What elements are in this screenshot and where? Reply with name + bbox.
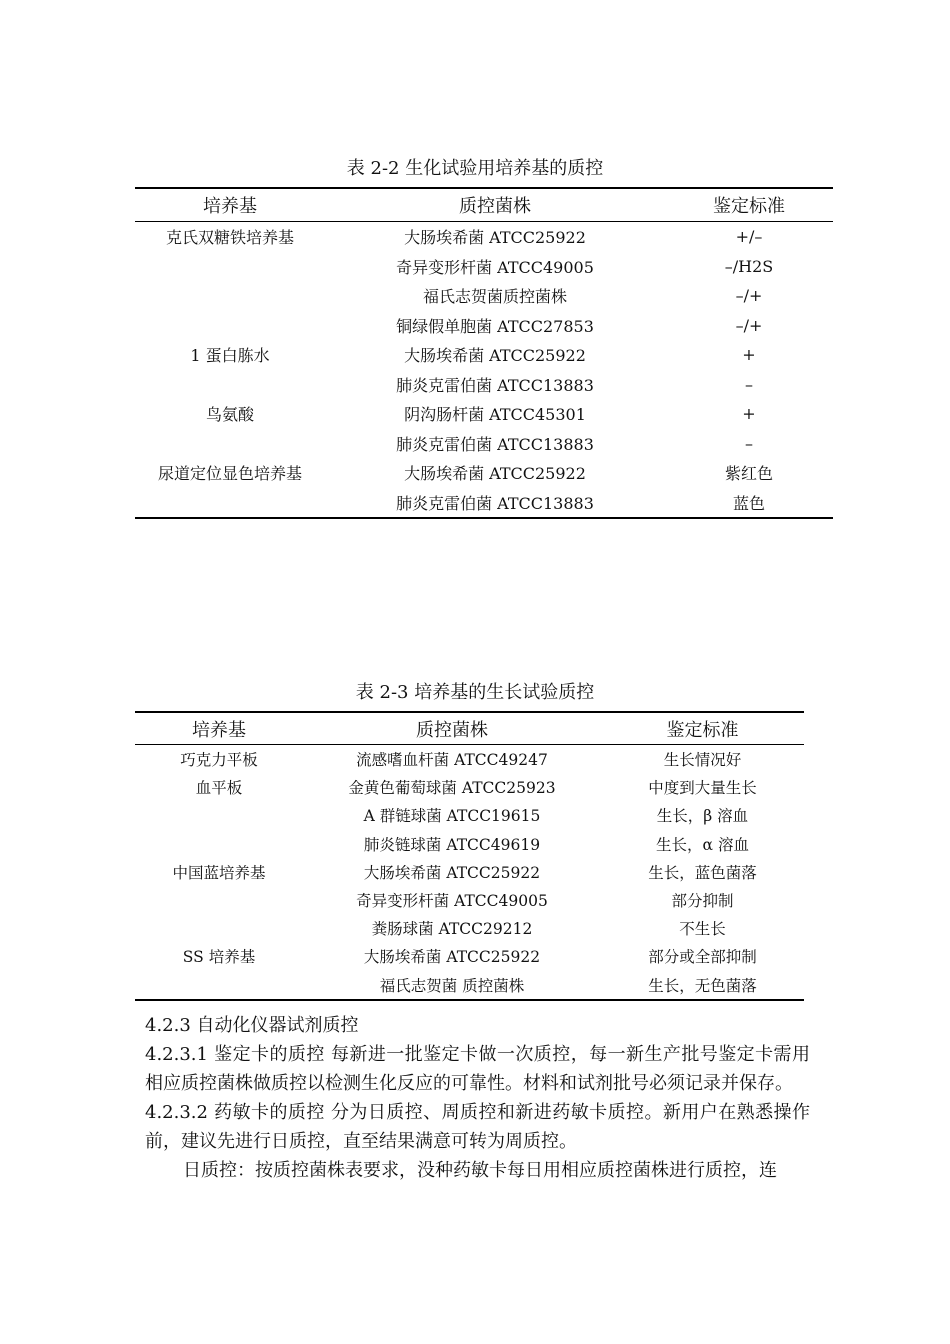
standard-cell: 生长，α 溶血	[656, 835, 749, 854]
medium-cell	[135, 830, 303, 858]
standard-cell: –/H2S	[724, 256, 774, 276]
strain-cell: 阴沟肠杆菌 ATCC45301	[404, 405, 586, 425]
strain-cell: 铜绿假单胞菌 ATCC27853	[396, 316, 594, 336]
table-row	[135, 858, 804, 886]
table-row	[135, 942, 804, 970]
table1-header	[135, 188, 833, 222]
standard-cell: +/–	[735, 227, 763, 247]
strain-cell: 流感嗜血杆菌 ATCC49247	[356, 751, 548, 770]
medium-cell	[135, 370, 325, 400]
medium-cell	[135, 252, 325, 282]
strain-cell: 金黄色葡萄球菌 ATCC25923	[348, 779, 556, 798]
medium-cell: 中国蓝培养基	[172, 863, 266, 882]
strain-cell: 奇异变形杆菌 ATCC49005	[356, 892, 548, 911]
medium-cell	[135, 429, 325, 459]
table-row	[135, 340, 833, 370]
medium-cell	[135, 311, 325, 341]
medium-cell	[135, 801, 303, 829]
table-row	[135, 252, 833, 282]
table-row	[135, 429, 833, 459]
standard-cell: –/+	[735, 315, 763, 335]
strain-cell: 大肠埃希菌 ATCC25922	[404, 346, 586, 366]
strain-cell: 肺炎链球菌 ATCC49619	[363, 835, 541, 854]
strain-cell: 大肠埃希菌 ATCC25922	[404, 228, 586, 248]
medium-cell: 血平板	[195, 779, 243, 798]
table2-header-row	[135, 712, 804, 745]
medium-cell	[135, 971, 303, 1000]
table2-header	[135, 712, 804, 745]
standard-cell: 生长，蓝色菌落	[648, 863, 757, 882]
strain-cell: 大肠埃希菌 ATCC25922	[363, 948, 541, 967]
column-header: 质控菌株	[325, 188, 665, 222]
table-row	[135, 886, 804, 914]
column-header: 培养基	[135, 188, 325, 222]
table-row	[135, 488, 833, 519]
standard-cell: 紫红色	[724, 464, 773, 484]
strain-cell: 福氏志贺菌 质控菌株	[379, 976, 525, 995]
growth-qc-table	[135, 711, 804, 1001]
medium-cell: 克氏双糖铁培养基	[165, 228, 294, 248]
table-row	[135, 801, 804, 829]
medium-cell: 巧克力平板	[180, 751, 258, 770]
table-row	[135, 830, 804, 858]
standard-cell: 生长，β 溶血	[656, 807, 749, 826]
table1-body	[135, 222, 833, 519]
standard-cell: –/+	[735, 286, 763, 306]
paragraph-daily-qc: 日质控：按质控菌株表要求，没种药敏卡每日用相应质控菌株进行质控，连	[183, 1160, 777, 1181]
medium-cell	[135, 281, 325, 311]
standard-cell: 蓝色	[732, 493, 765, 513]
column-header: 质控菌株	[303, 712, 601, 745]
standard-cell: 部分或全部抑制	[648, 948, 757, 967]
standard-cell: 部分抑制	[671, 892, 734, 911]
table-row	[135, 370, 833, 400]
strain-cell: 大肠埃希菌 ATCC25922	[363, 863, 541, 882]
table-row	[135, 399, 833, 429]
strain-cell: 大肠埃希菌 ATCC25922	[404, 464, 586, 484]
table-row	[135, 222, 833, 252]
table-row	[135, 971, 804, 1000]
table2-caption: 表 2-3 培养基的生长试验质控	[355, 682, 595, 703]
standard-cell: 生长，无色菌落	[648, 976, 757, 995]
paragraph-ast-card-qc: 4.2.3.2 药敏卡的质控 分为日质控、周质控和新进药敏卡质控。新用户在熟悉操作前，建议先进行日质控，直至结果满意可转为周质控。	[145, 1102, 810, 1152]
strain-cell: 肺炎克雷伯菌 ATCC13883	[396, 434, 594, 454]
table1-header-row	[135, 188, 833, 222]
strain-cell: 福氏志贺菌质控菌株	[422, 287, 567, 307]
table1-caption: 表 2-2 生化试验用培养基的质控	[346, 158, 604, 179]
standard-cell: 中度到大量生长	[648, 779, 757, 798]
paragraph-id-card-qc: 4.2.3.1 鉴定卡的质控 每新进一批鉴定卡做一次质控，每一新生产批号鉴定卡需用相应质控菌株做质控以检测生化反应的可靠性。材料和试剂批号必须记录并保存。	[145, 1044, 810, 1094]
strain-cell: 肺炎克雷伯菌 ATCC13883	[396, 493, 594, 513]
table-row	[135, 458, 833, 488]
table2-body	[135, 745, 804, 1000]
table-row	[135, 281, 833, 311]
column-header: 鉴定标准	[665, 188, 833, 222]
column-header: 培养基	[135, 712, 303, 745]
standard-cell: 不生长	[679, 920, 726, 939]
strain-cell: A 群链球菌 ATCC19615	[363, 807, 541, 826]
strain-cell: 粪肠球菌 ATCC29212	[371, 920, 533, 939]
medium-cell	[135, 886, 303, 914]
table-row	[135, 773, 804, 801]
standard-cell: –	[745, 433, 753, 453]
standard-cell: –	[745, 374, 753, 394]
medium-cell: 尿道定位显色培养基	[157, 464, 302, 484]
column-header: 鉴定标准	[601, 712, 804, 745]
body-text	[145, 1011, 810, 1185]
table-row	[135, 914, 804, 942]
biochemical-qc-table	[135, 187, 833, 519]
medium-cell	[135, 488, 325, 519]
standard-cell: +	[742, 345, 756, 365]
table-row	[135, 311, 833, 341]
strain-cell: 奇异变形杆菌 ATCC49005	[396, 257, 594, 277]
medium-cell: SS 培养基	[182, 948, 256, 967]
standard-cell: +	[742, 404, 756, 424]
section-heading: 4.2.3 自动化仪器试剂质控	[145, 1015, 359, 1036]
medium-cell	[135, 914, 303, 942]
table-row	[135, 745, 804, 774]
standard-cell: 生长情况好	[663, 751, 742, 770]
medium-cell: 1 蛋白胨水	[190, 346, 270, 366]
medium-cell: 鸟氨酸	[205, 405, 254, 425]
strain-cell: 肺炎克雷伯菌 ATCC13883	[396, 375, 594, 395]
